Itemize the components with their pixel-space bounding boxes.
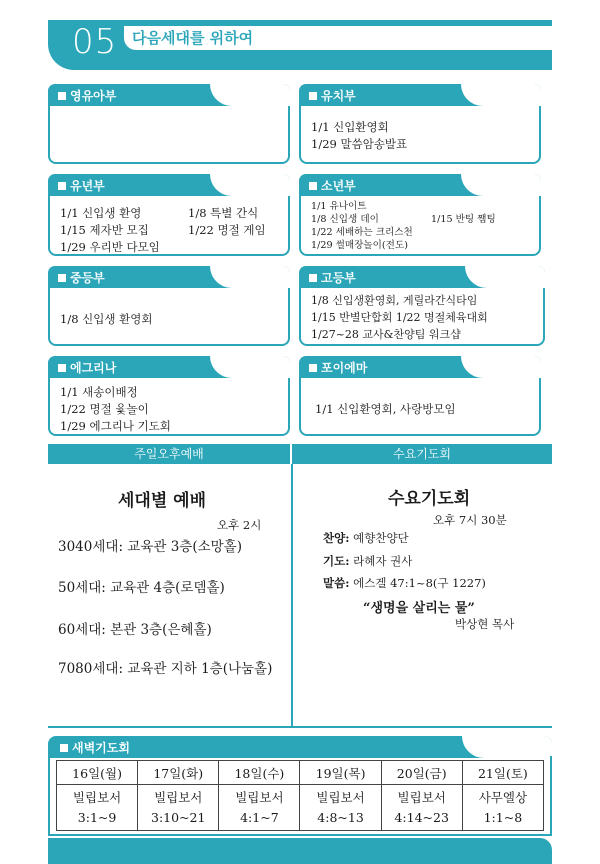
generation-item: 50세대: 교육관 4층(로뎀홀) [58,580,225,596]
square-icon [60,744,68,752]
prayer-value: 라혜자 권사 [353,554,413,568]
day-cell: 18일(수) [219,761,300,785]
generation-item: 60세대: 본관 3층(은혜홀) [58,622,212,638]
square-icon [309,182,317,190]
wednesday-time: 오후 7시 30분 [433,513,507,527]
word-label: 말씀: [323,576,350,590]
list-item: 1/8 특별 간식 [188,206,259,220]
verse-range: 3:1~9 [77,809,117,825]
kinder-dept-label: 유치부 [321,89,356,103]
poiema-box [299,356,541,436]
list-item: 1/8 신입생 데이 [311,214,379,225]
list-item: 1/22 명절 윷놀이 [60,402,149,416]
dawn-label [60,739,130,756]
list-item: 1/27~28 교사&찬양팀 워크샵 [311,328,461,341]
list-item: 1/15 반팅 쨈팅 [431,214,496,225]
verse-range: 4:1~7 [240,809,279,825]
high-dept-box [299,266,545,346]
book-name: 빌립보서 [316,789,365,805]
book-name: 빌립보서 [72,789,122,805]
list-item: 1/15 반별단합회 1/22 명절체육대회 [311,311,488,324]
list-item: 1/29 말씀암송발표 [311,137,408,151]
square-icon [58,364,66,372]
page-title: 다음세대를 위하여 [132,29,254,47]
box-header [299,174,541,196]
wednesday-header: 수요기도회 [292,444,552,464]
infant-dept-label: 영유아부 [70,89,117,103]
passage-cell [300,785,381,831]
list-item: 1/1 유나이트 [311,201,367,212]
boys-dept-label: 소년부 [321,179,356,193]
list-item: 1/1 신입환영회 [311,120,389,134]
ekklesia-box [48,356,290,436]
list-item: 1/22 세배하는 크리스천 [311,227,413,238]
word-line [323,575,486,591]
praise-line [323,530,409,546]
kinder-dept-body [311,119,533,153]
middle-dept-body [60,311,282,328]
passage-cell [381,785,462,831]
square-icon [309,92,317,100]
book-name: 빌립보서 [154,789,203,805]
box-header [299,266,545,288]
table-row [57,785,544,831]
list-item: 1/22 명절 게임 [188,223,266,237]
poiema-label: 포이에마 [321,361,368,375]
praise-value: 예향찬양단 [353,531,409,545]
dawn-schedule-table [56,760,544,831]
ekklesia-label: 에그리나 [70,361,117,375]
book-name: 빌립보서 [397,789,446,805]
high-dept-label: 고등부 [321,271,356,285]
pastor-name: 박상현 목사 [455,617,515,631]
verse-range: 4:8~13 [317,809,364,825]
list-item: 1/1 새송이배정 [60,385,138,399]
praise-label: 찬양: [323,531,350,545]
square-icon [58,92,66,100]
section-bottom-line [48,726,552,728]
square-icon [309,364,317,372]
prayer-line [323,553,412,569]
passage-cell [219,785,300,831]
children-dept-box [48,174,290,256]
passage-cell [462,785,543,831]
day-cell: 21일(토) [462,761,543,785]
day-cell: 19일(목) [300,761,381,785]
wednesday-title: 수요기도회 [388,489,471,509]
square-icon [58,182,66,190]
box-header [48,266,290,288]
passage-cell [57,785,138,831]
list-item: 1/1 신입생 환영 [60,206,142,220]
verse-range: 4:14~23 [394,809,449,825]
list-item: 1/29 썰매장놀이(전도) [311,240,408,251]
sermon-title: “생명을 살리는 물” [363,601,475,616]
sunday-header: 주일오후예배 [48,444,290,464]
generation-item: 7080세대: 교육관 지하 1층(나눔홀) [58,661,273,677]
table-row [57,761,544,785]
list-item: 1/29 에그리나 기도회 [60,419,171,433]
list-item: 1/15 제자반 모집 [60,223,149,237]
box-header [48,174,290,196]
list-item: 1/8 신입생 환영회 [60,312,153,326]
list-item: 1/29 우리반 다모임 [60,240,160,254]
ekklesia-body [60,384,282,435]
kinder-dept-box [299,84,541,164]
day-cell: 17일(화) [138,761,219,785]
middle-dept-box [48,266,290,346]
passage-cell [138,785,219,831]
square-icon [58,274,66,282]
square-icon [309,274,317,282]
box-header [299,356,541,378]
infant-dept-box [48,84,290,164]
prayer-label: 기도: [323,554,350,568]
word-value: 에스겔 47:1~8(구 1227) [353,576,486,590]
sunday-time: 오후 2시 [217,518,262,532]
verse-range: 3:10~21 [151,809,206,825]
boys-dept-body [311,200,533,252]
column-divider [291,464,293,726]
poiema-body [315,401,533,418]
high-dept-body [311,292,537,343]
children-dept-body [60,205,282,256]
book-name: 빌립보서 [235,789,284,805]
dawn-label-text: 새벽기도회 [72,741,130,755]
boys-dept-box [299,174,541,256]
day-cell: 16일(월) [57,761,138,785]
section-number: 05 [72,22,118,62]
verse-range: 1:1~8 [483,809,523,825]
box-header [299,84,541,106]
book-name: 사무엘상 [478,789,528,805]
day-cell: 20일(금) [381,761,462,785]
box-header [48,84,290,106]
footer-bar [48,838,552,864]
generation-item: 3040세대: 교육관 3층(소망홀) [58,539,242,555]
box-header [48,356,290,378]
children-dept-label: 유년부 [70,179,105,193]
middle-dept-label: 중등부 [70,271,105,285]
list-item: 1/8 신입생환영회, 게릴라간식타임 [311,294,478,307]
list-item: 1/1 신입환영회, 사랑방모임 [315,402,456,416]
sunday-title: 세대별 예배 [118,491,207,511]
